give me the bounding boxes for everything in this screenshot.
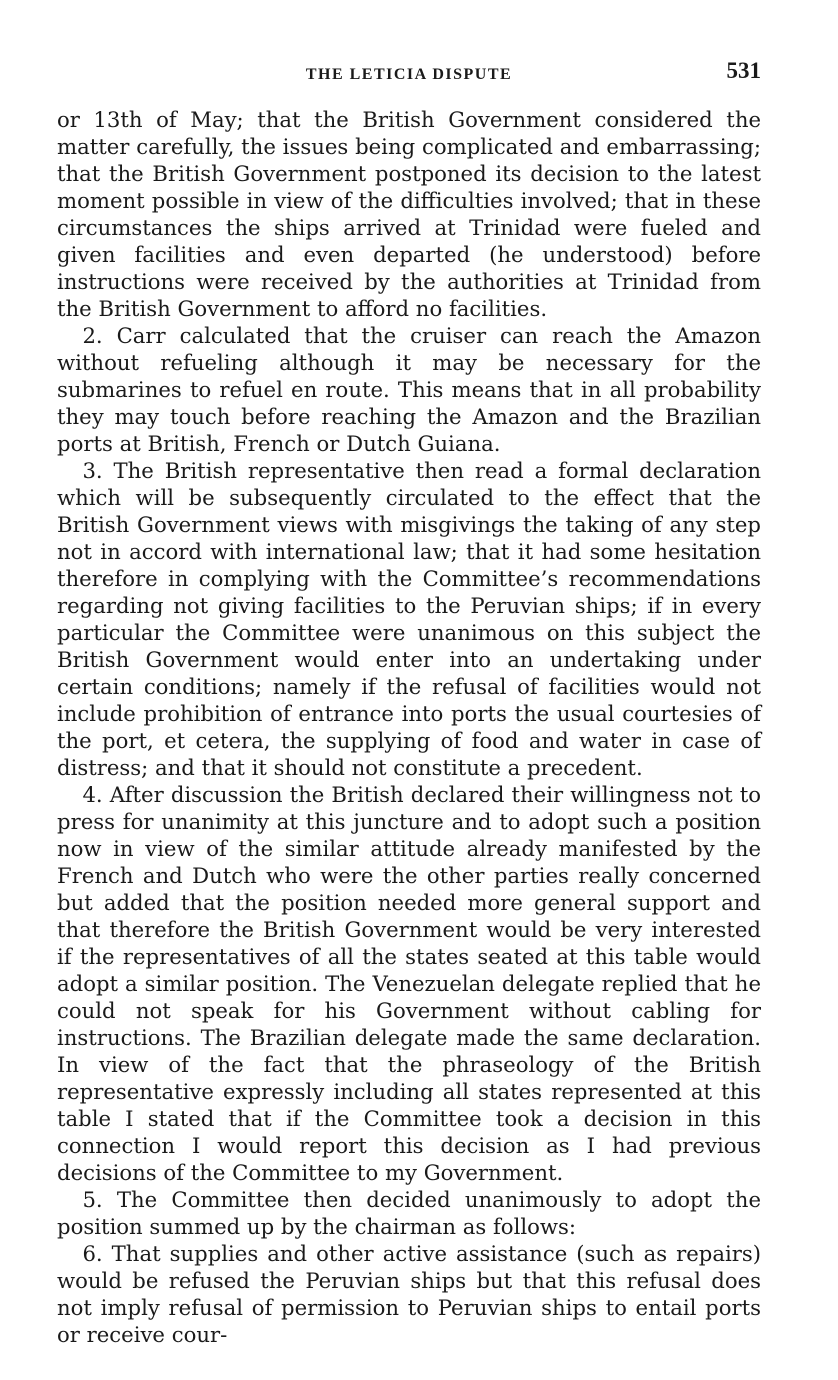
paragraph-2: 2. Carr calculated that the cruiser can reach the Amazon without refueling although it may be necessary for the submarines to refuel en route. This means that in all probability they may touch before reaching the Amazon and the Brazilian ports at British, French or Dutch Guiana. [57, 323, 761, 456]
running-title: THE LETICIA DISPUTE [305, 66, 513, 83]
paragraph-4: 4. After discussion the British declared their willingness not to press for unanimity at this juncture and to adopt such a position now in view of the similar attitude already manifested by the French and Dutch who were the other parties really concerned but added that the position needed more general support and that therefore the British Government would be very interested if the representatives of all the states seated at this table would adopt a similar position. The Venezuelan delegate replied that he could not speak for his Government without cabling for instructions. The Brazilian delegate made the same declaration. In view of the fact that the phraseology of the British representative expressly including all states represented at this table I stated that if the Committee took a decision in this connection I would report this decision as I had previous decisions of the Committee to my Government. [57, 782, 761, 1185]
paragraph-3: 3. The British representative then read a formal declaration which will be subsequently circulated to the effect that the British Government views with misgivings the taking of any step not in accord with international law; that it had some hesitation therefore in complying with the Committee’s recommendations regarding not giving facilities to the Peruvian ships; if in every particular the Committee were unanimous on this subject the British Government would enter into an undertaking under certain conditions; namely if the refusal of facilities would not include prohibition of entrance into ports the usual courtesies of the port, et cetera, the supplying of food and water in case of distress; and that it should not constitute a precedent. [57, 458, 761, 780]
paragraph-continuation: or 13th of May; that the British Government considered the matter carefully, the issues being complicated and embarrassing; that the British Government postponed its decision to the latest moment possible in view of the difficulties involved; that in these circumstances the ships arrived at Trinidad were fueled and given facilities and even departed (he understood) before instructions were received by the authorities at Trinidad from the British Government to afford no facilities. [57, 107, 761, 321]
body-text [57, 106, 761, 1348]
page-number: 531 [726, 58, 761, 83]
page-header [57, 58, 761, 92]
paragraph-6: 6. That supplies and other active assistance (such as repairs) would be refused the Peruvian ships but that this refusal does not imply refusal of permission to Peruvian ships to entail ports or receive cour- [57, 1241, 761, 1347]
document-page [57, 58, 761, 1348]
paragraph-5: 5. The Committee then decided unanimously to adopt the position summed up by the chairman as follows: [57, 1187, 761, 1239]
